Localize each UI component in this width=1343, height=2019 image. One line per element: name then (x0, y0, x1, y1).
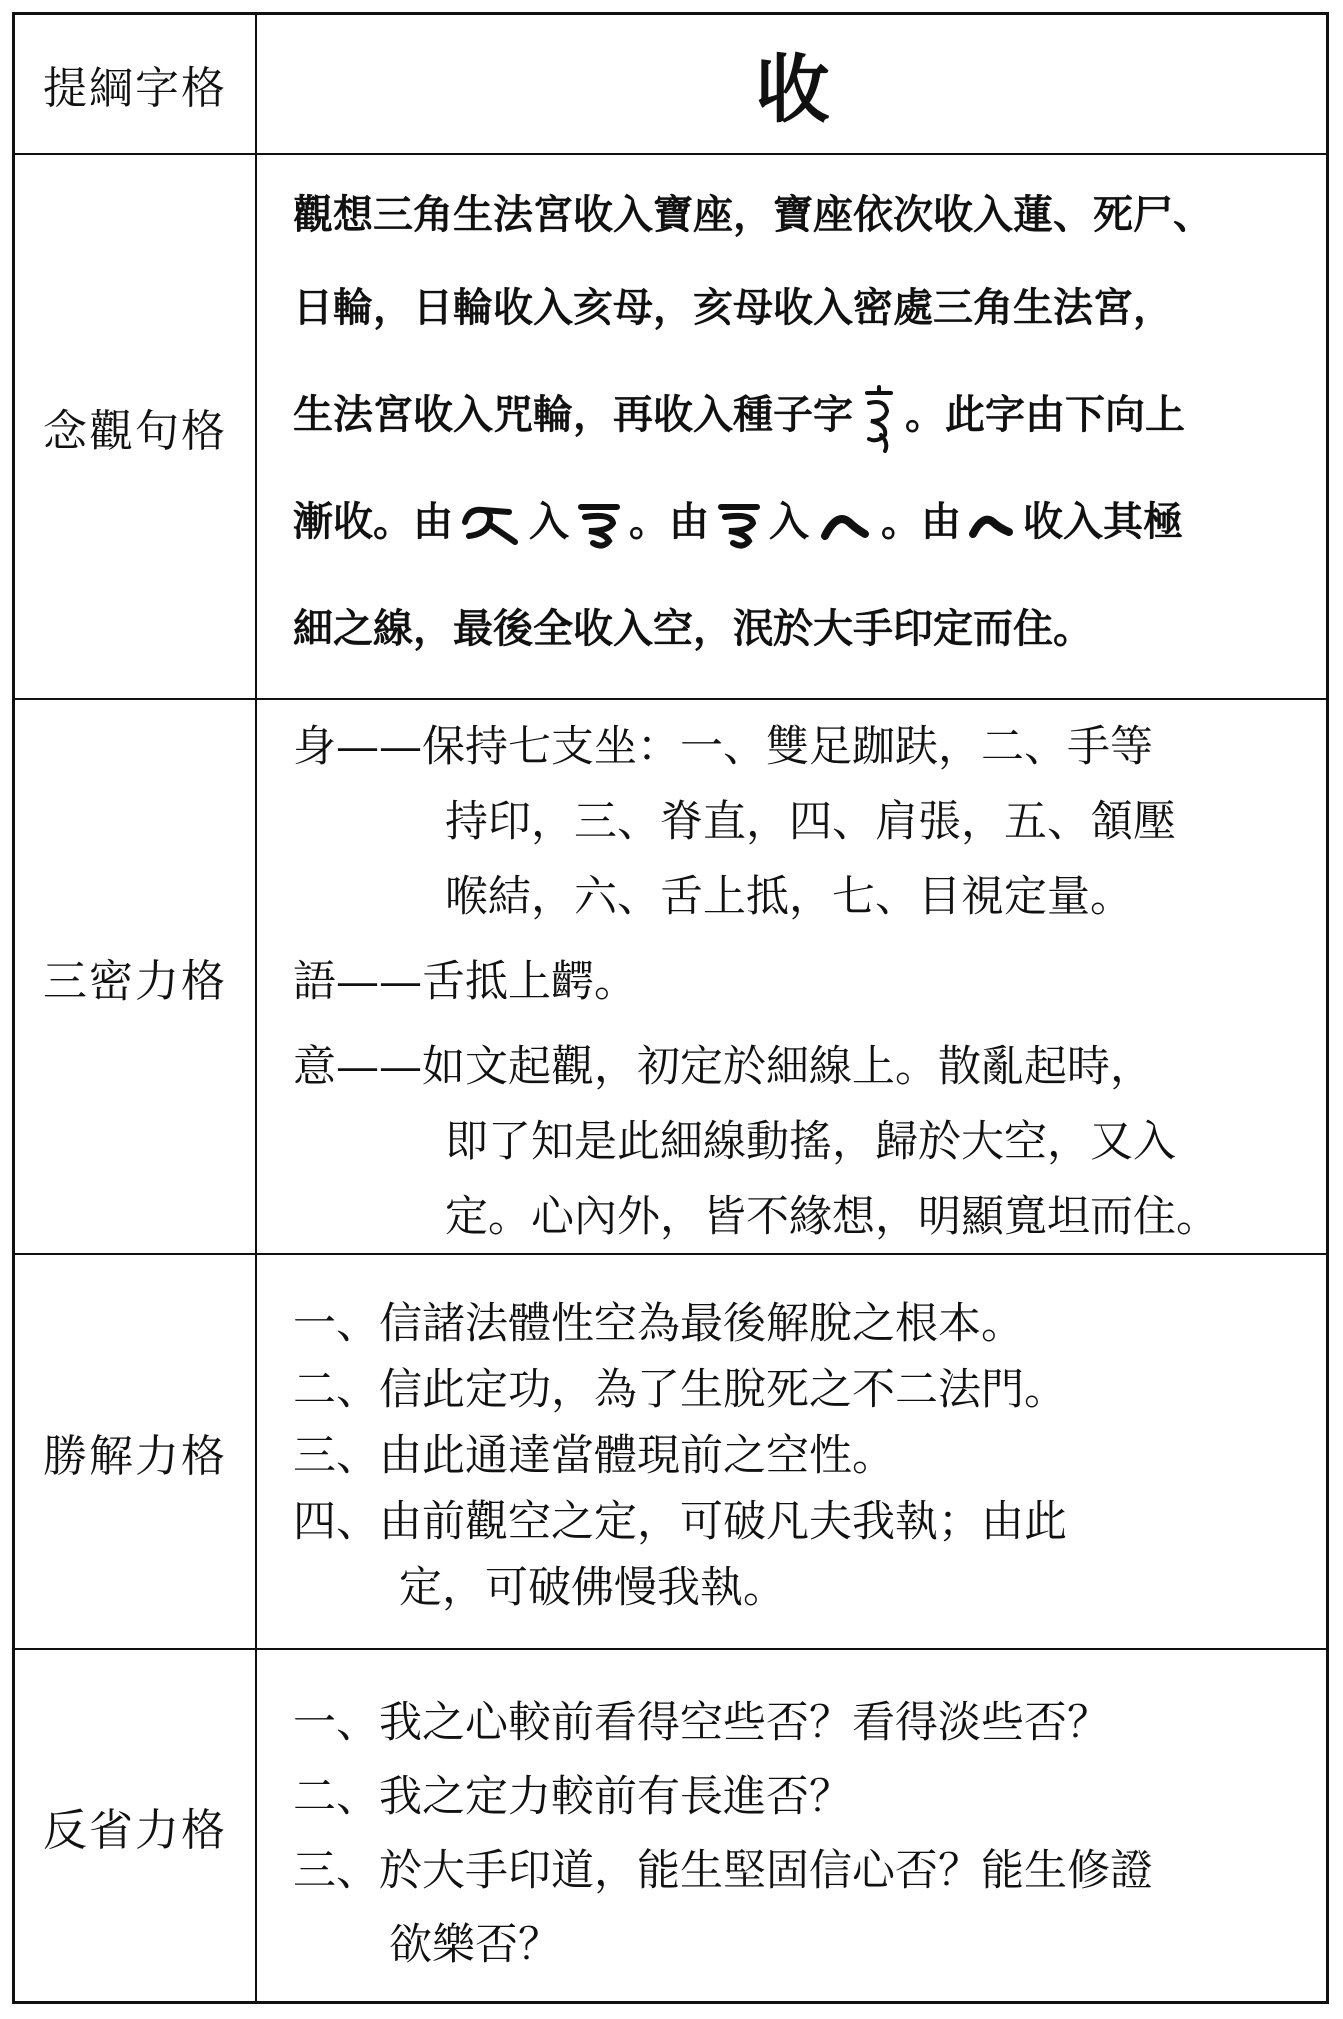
visualization-line: 觀想三角生法宮收入寶座，寶座依次收入蓮、死尸、 (293, 192, 1213, 238)
reflection-row (15, 1650, 1326, 2001)
body-line: 持印，三、脊直，四、肩張，五、頷壓 (445, 797, 1176, 847)
mind-line: 定。心內外，皆不緣想，明顯寬坦而住。 (445, 1192, 1219, 1242)
body-line: 身——保持七支坐：一、雙足跏趺，二、手等 (293, 722, 1153, 772)
body-line: 喉結，六、舌上抵，七、目視定量。 (445, 872, 1133, 922)
title-row (15, 15, 1326, 155)
list-item: 二、我之定力較前有長進否？ (293, 1772, 852, 1822)
row-label-reflection: 反省力格 (15, 1650, 257, 2001)
mind-line: 即了知是此細線動搖，歸於大空，又入 (445, 1117, 1176, 1167)
row-label-title: 提綱字格 (15, 15, 257, 153)
list-item: 四、由前觀空之定，可破凡夫我執；由此 (293, 1497, 1067, 1547)
conviction-row (15, 1255, 1326, 1650)
visualization-row (15, 155, 1326, 700)
speech-line: 語——舌抵上齶。 (293, 957, 637, 1007)
visualization-line: 漸收。由 入 。由 入 。由 收入其極 (293, 469, 1296, 576)
visualization-line: 日輪，日輪收入亥母，亥母收入密處三角生法宮， (293, 285, 1173, 331)
mind-line: 意——如文起觀，初定於細線上。散亂起時， (293, 1042, 1153, 1092)
nada-syllable-icon (967, 504, 1017, 544)
ra-syllable-icon (459, 502, 523, 546)
visualization-line: 細之線，最後全收入空，泯於大手印定而住。 (293, 606, 1093, 652)
three-secrets-row (15, 700, 1326, 1255)
list-item: 一、我之心較前看得空些否？看得淡些否？ (293, 1698, 1110, 1748)
visualization-text (259, 155, 1326, 698)
row-label-three-secrets: 三密力格 (15, 700, 257, 1253)
row-label-conviction: 勝解力格 (15, 1255, 257, 1648)
title-cell (259, 15, 1326, 153)
title-character: 收 (755, 47, 830, 133)
practice-table (12, 12, 1329, 2004)
hri-syllable-icon (859, 381, 899, 453)
list-item: 三、於大手印道，能生堅固信心否？能生修證 (293, 1846, 1153, 1896)
nada-syllable-icon (815, 504, 875, 544)
visualization-line: 生法宮收入咒輪，再收入種子字 。此字由下向上 (293, 362, 1296, 469)
reflection-text (259, 1650, 1326, 2001)
list-item: 二、信此定功，為了生脫死之不二法門。 (293, 1365, 1067, 1415)
ha-syllable-icon (715, 499, 763, 549)
ha-syllable-icon (575, 499, 623, 549)
row-label-visualization: 念觀句格 (15, 155, 257, 698)
list-item: 欲樂否？ (389, 1920, 561, 1970)
list-item: 定，可破佛慢我執。 (399, 1563, 786, 1613)
list-item: 三、由此通達當體現前之空性。 (293, 1431, 895, 1481)
list-item: 一、信諸法體性空為最後解脫之根本。 (293, 1299, 1024, 1349)
conviction-text (259, 1255, 1326, 1648)
three-secrets-text (259, 700, 1326, 1253)
